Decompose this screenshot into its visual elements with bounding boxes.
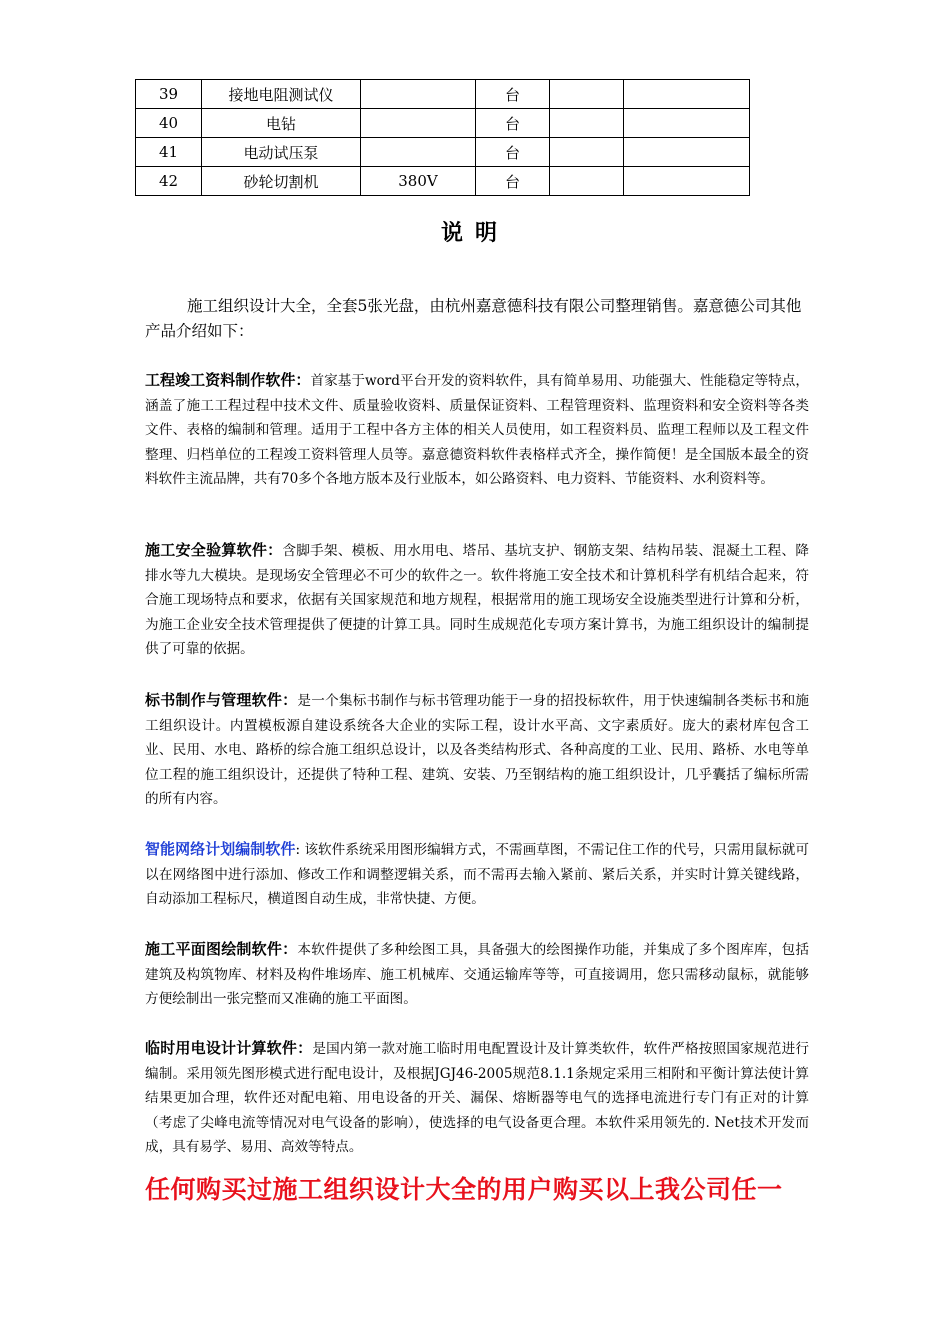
equipment-table (135, 79, 750, 196)
product-description: 首家基于word平台开发的资料软件，具有简单易用、功能强大、性能稳定等特点，涵盖了施工工程过程中技术文件、质量验收资料、质量保证资料、工程管理资料、监理资料和安全资料等各类文件、表格的编制和管理。适用于工程中各方主体的相关人员使用，如工程资料员、监理工程师以及工程文件整理、归档单位的工程竣工资料管理人员等。嘉意德资料软件表格样式齐全，操作简便！是全国版本最全的资料软件主流品牌，共有70多个各地方版本及行业版本，如公路资料、电力资料、节能资料、水利资料等。 (145, 373, 809, 488)
product-paragraph (145, 368, 809, 492)
table-row (136, 109, 750, 138)
equipment-name: 接地电阻测试仪 (202, 80, 361, 109)
product-title: 工程竣工资料制作软件： (145, 371, 311, 389)
product-description: 是国内第一款对施工临时用电配置设计及计算类软件，软件严格按照国家规范进行编制。采用领先图形模式进行配电设计，及根据JGJ46-2005规范8.1.1条规定采用三相附和平衡计算法使计算结果更加合理，软件还对配电箱、用电设备的开关、漏保、熔断器等电气的选择电流进行专门有正对的计算（考虑了尖峰电流等情况对电气设备的影响），使选择的电气设备更合理。本软件采用领先的. Net技术开发而成，具有易学、易用、高效等特点。 (145, 1041, 809, 1156)
product-paragraph (145, 837, 809, 912)
row-number: 41 (136, 138, 202, 167)
product-title: 标书制作与管理软件： (145, 691, 298, 709)
product-title: 施工安全验算软件： (145, 541, 283, 559)
equipment-unit: 台 (476, 109, 550, 138)
table-row (136, 80, 750, 109)
row-number: 40 (136, 109, 202, 138)
equipment-qty (550, 80, 624, 109)
equipment-unit: 台 (476, 138, 550, 167)
equipment-note (624, 109, 750, 138)
product-description: 是一个集标书制作与标书管理功能于一身的招投标软件，用于快速编制各类标书和施工组织设计。内置模板源自建设系统各大企业的实际工程，设计水平高、文字素质好。庞大的素材库包含工业、民用、水电、路桥的综合施工组织总设计，以及各类结构形式、各种高度的工业、民用、路桥、水电等单位工程的施工组织设计，还提供了特种工程、建筑、安装、乃至钢结构的施工组织设计，几乎囊括了编标所需的所有内容。 (145, 693, 809, 808)
equipment-qty (550, 109, 624, 138)
equipment-qty (550, 138, 624, 167)
table-row (136, 138, 750, 167)
table-row (136, 167, 750, 196)
equipment-name: 砂轮切割机 (202, 167, 361, 196)
equipment-note (624, 138, 750, 167)
equipment-qty (550, 167, 624, 196)
product-paragraph (145, 1036, 809, 1160)
row-number: 42 (136, 167, 202, 196)
product-description: 本软件提供了多种绘图工具，具备强大的绘图操作功能，并集成了多个图库库，包括建筑及构筑物库、材料及构件堆场库、施工机械库、交通运输库等等，可直接调用，您只需移动鼠标，就能够方便绘制出一张完整而又准确的施工平面图。 (145, 942, 809, 1008)
product-paragraph (145, 688, 809, 812)
product-paragraph (145, 538, 809, 662)
row-number: 39 (136, 80, 202, 109)
equipment-spec: 380V (361, 167, 476, 196)
section-heading: 说明 (440, 220, 509, 246)
product-description: : 该软件系统采用图形编辑方式，不需画草图，不需记住工作的代号，只需用鼠标就可以在网络图中进行添加、修改工作和调整逻辑关系，而不需再去输入紧前、紧后关系，并实时计算关键线路，自动添加工程标尺，横道图自动生成，非常快捷、方便。 (145, 842, 809, 908)
equipment-spec (361, 80, 476, 109)
equipment-name: 电动试压泵 (202, 138, 361, 167)
equipment-note (624, 167, 750, 196)
equipment-name: 电钻 (202, 109, 361, 138)
product-description: 含脚手架、模板、用水用电、塔吊、基坑支护、钢筋支架、结构吊装、混凝土工程、降排水等九大模块。是现场安全管理必不可少的软件之一。软件将施工安全技术和计算机科学有机结合起来，符合施工现场特点和要求，依据有关国家规范和地方规程，根据常用的施工现场安全设施类型进行计算和分析，为施工企业安全技术管理提供了便捷的计算工具。同时生成规范化专项方案计算书，为施工组织设计的编制提供了可靠的依据。 (145, 543, 809, 658)
product-title: 临时用电设计计算软件： (145, 1039, 313, 1057)
product-paragraph (145, 937, 809, 1012)
equipment-spec (361, 109, 476, 138)
equipment-unit: 台 (476, 80, 550, 109)
equipment-unit: 台 (476, 167, 550, 196)
equipment-note (624, 80, 750, 109)
product-title: 施工平面图绘制软件： (145, 940, 298, 958)
intro-paragraph: 施工组织设计大全，全套5张光盘，由杭州嘉意德科技有限公司整理销售。嘉意德公司其他产品介绍如下： (145, 297, 802, 340)
product-title: 智能网络计划编制软件 (145, 840, 296, 858)
equipment-spec (361, 138, 476, 167)
promo-banner: 任何购买过施工组织设计大全的用户购买以上我公司任一 (145, 1175, 783, 1204)
